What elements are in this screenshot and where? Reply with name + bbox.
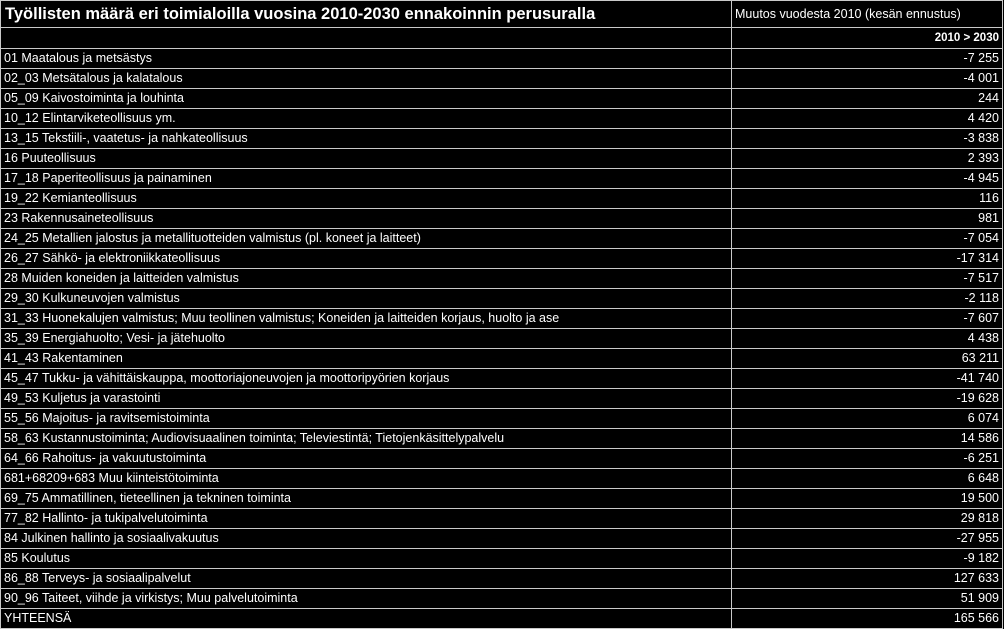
industry-label: 681+68209+683 Muu kiinteistötoiminta: [1, 469, 732, 489]
change-value: -9 182: [732, 549, 1003, 569]
change-value: -27 955: [732, 529, 1003, 549]
table-row: [1, 369, 1003, 389]
change-value: 2 393: [732, 149, 1003, 169]
table-row: [1, 149, 1003, 169]
industry-label: 24_25 Metallien jalostus ja metallituotteiden valmistus (pl. koneet ja laitteet): [1, 229, 732, 249]
industry-label: 23 Rakennusaineteollisuus: [1, 209, 732, 229]
change-value: -4 001: [732, 69, 1003, 89]
industry-label: 77_82 Hallinto- ja tukipalvelutoiminta: [1, 509, 732, 529]
table-row: [1, 89, 1003, 109]
industry-label: 05_09 Kaivostoiminta ja louhinta: [1, 89, 732, 109]
table-row: [1, 289, 1003, 309]
change-value: -17 314: [732, 249, 1003, 269]
industry-label: 16 Puuteollisuus: [1, 149, 732, 169]
change-value: 19 500: [732, 489, 1003, 509]
change-value: 116: [732, 189, 1003, 209]
industry-label: 90_96 Taiteet, viihde ja virkistys; Muu palvelutoiminta: [1, 589, 732, 609]
table-row: [1, 169, 1003, 189]
change-value: -3 838: [732, 129, 1003, 149]
change-value: -7 517: [732, 269, 1003, 289]
table-row: [1, 469, 1003, 489]
change-value: 127 633: [732, 569, 1003, 589]
table-row: [1, 189, 1003, 209]
industry-label: 45_47 Tukku- ja vähittäiskauppa, moottoriajoneuvojen ja moottoripyörien korjaus: [1, 369, 732, 389]
table-row: [1, 549, 1003, 569]
change-value: -2 118: [732, 289, 1003, 309]
table-row: [1, 429, 1003, 449]
table-row: [1, 229, 1003, 249]
change-value: 6 074: [732, 409, 1003, 429]
change-value: -6 251: [732, 449, 1003, 469]
industry-label: 85 Koulutus: [1, 549, 732, 569]
change-value: 4 420: [732, 109, 1003, 129]
industry-label: 02_03 Metsätalous ja kalatalous: [1, 69, 732, 89]
change-value: 29 818: [732, 509, 1003, 529]
industry-label: 19_22 Kemianteollisuus: [1, 189, 732, 209]
table-row: [1, 529, 1003, 549]
change-value: 14 586: [732, 429, 1003, 449]
table-row: [1, 109, 1003, 129]
change-value: 51 909: [732, 589, 1003, 609]
change-value: 981: [732, 209, 1003, 229]
industry-label: 84 Julkinen hallinto ja sosiaalivakuutus: [1, 529, 732, 549]
subheader-empty-cell: [1, 28, 732, 49]
table-row: [1, 329, 1003, 349]
column-header: Muutos vuodesta 2010 (kesän ennustus): [732, 1, 1003, 28]
industry-label: 26_27 Sähkö- ja elektroniikkateollisuus: [1, 249, 732, 269]
change-value: -7 054: [732, 229, 1003, 249]
change-value: -19 628: [732, 389, 1003, 409]
table-row: [1, 309, 1003, 329]
industry-label: 58_63 Kustannustoiminta; Audiovisuaalinen toiminta; Televiestintä; Tietojenkäsittelypalvelu: [1, 429, 732, 449]
change-value: 244: [732, 89, 1003, 109]
table-title: Työllisten määrä eri toimialoilla vuosina 2010-2030 ennakoinnin perusuralla: [1, 1, 732, 28]
industry-label: 86_88 Terveys- ja sosiaalipalvelut: [1, 569, 732, 589]
industry-label: 31_33 Huonekalujen valmistus; Muu teollinen valmistus; Koneiden ja laitteiden korjaus, huolto ja ase: [1, 309, 732, 329]
table-row: [1, 389, 1003, 409]
table-row: [1, 409, 1003, 429]
table-body: [1, 1, 1003, 629]
industry-label: 64_66 Rahoitus- ja vakuutustoiminta: [1, 449, 732, 469]
table-row: [1, 129, 1003, 149]
table-row: [1, 49, 1003, 69]
table-row: [1, 69, 1003, 89]
table-row: [1, 569, 1003, 589]
change-value: -4 945: [732, 169, 1003, 189]
industry-label: 28 Muiden koneiden ja laitteiden valmistus: [1, 269, 732, 289]
subheader-row: [1, 28, 1003, 49]
total-row: [1, 609, 1003, 629]
industry-label: YHTEENSÄ: [1, 609, 732, 629]
industry-label: 29_30 Kulkuneuvojen valmistus: [1, 289, 732, 309]
change-value: -41 740: [732, 369, 1003, 389]
title-row: [1, 1, 1003, 28]
change-value: -7 255: [732, 49, 1003, 69]
table-row: [1, 589, 1003, 609]
industry-label: 55_56 Majoitus- ja ravitsemistoiminta: [1, 409, 732, 429]
change-value: -7 607: [732, 309, 1003, 329]
table-row: [1, 349, 1003, 369]
industry-label: 17_18 Paperiteollisuus ja painaminen: [1, 169, 732, 189]
industry-label: 13_15 Tekstiili-, vaatetus- ja nahkateollisuus: [1, 129, 732, 149]
industry-label: 69_75 Ammatillinen, tieteellinen ja tekninen toiminta: [1, 489, 732, 509]
table-row: [1, 249, 1003, 269]
table-row: [1, 449, 1003, 469]
period-subheader: 2010 > 2030: [732, 28, 1003, 49]
table-row: [1, 489, 1003, 509]
table-row: [1, 509, 1003, 529]
industry-label: 10_12 Elintarviketeollisuus ym.: [1, 109, 732, 129]
change-value: 6 648: [732, 469, 1003, 489]
industry-label: 41_43 Rakentaminen: [1, 349, 732, 369]
change-value: 4 438: [732, 329, 1003, 349]
table-row: [1, 209, 1003, 229]
change-value: 63 211: [732, 349, 1003, 369]
change-value: 165 566: [732, 609, 1003, 629]
industry-label: 01 Maatalous ja metsästys: [1, 49, 732, 69]
table-row: [1, 269, 1003, 289]
industry-label: 35_39 Energiahuolto; Vesi- ja jätehuolto: [1, 329, 732, 349]
industry-label: 49_53 Kuljetus ja varastointi: [1, 389, 732, 409]
